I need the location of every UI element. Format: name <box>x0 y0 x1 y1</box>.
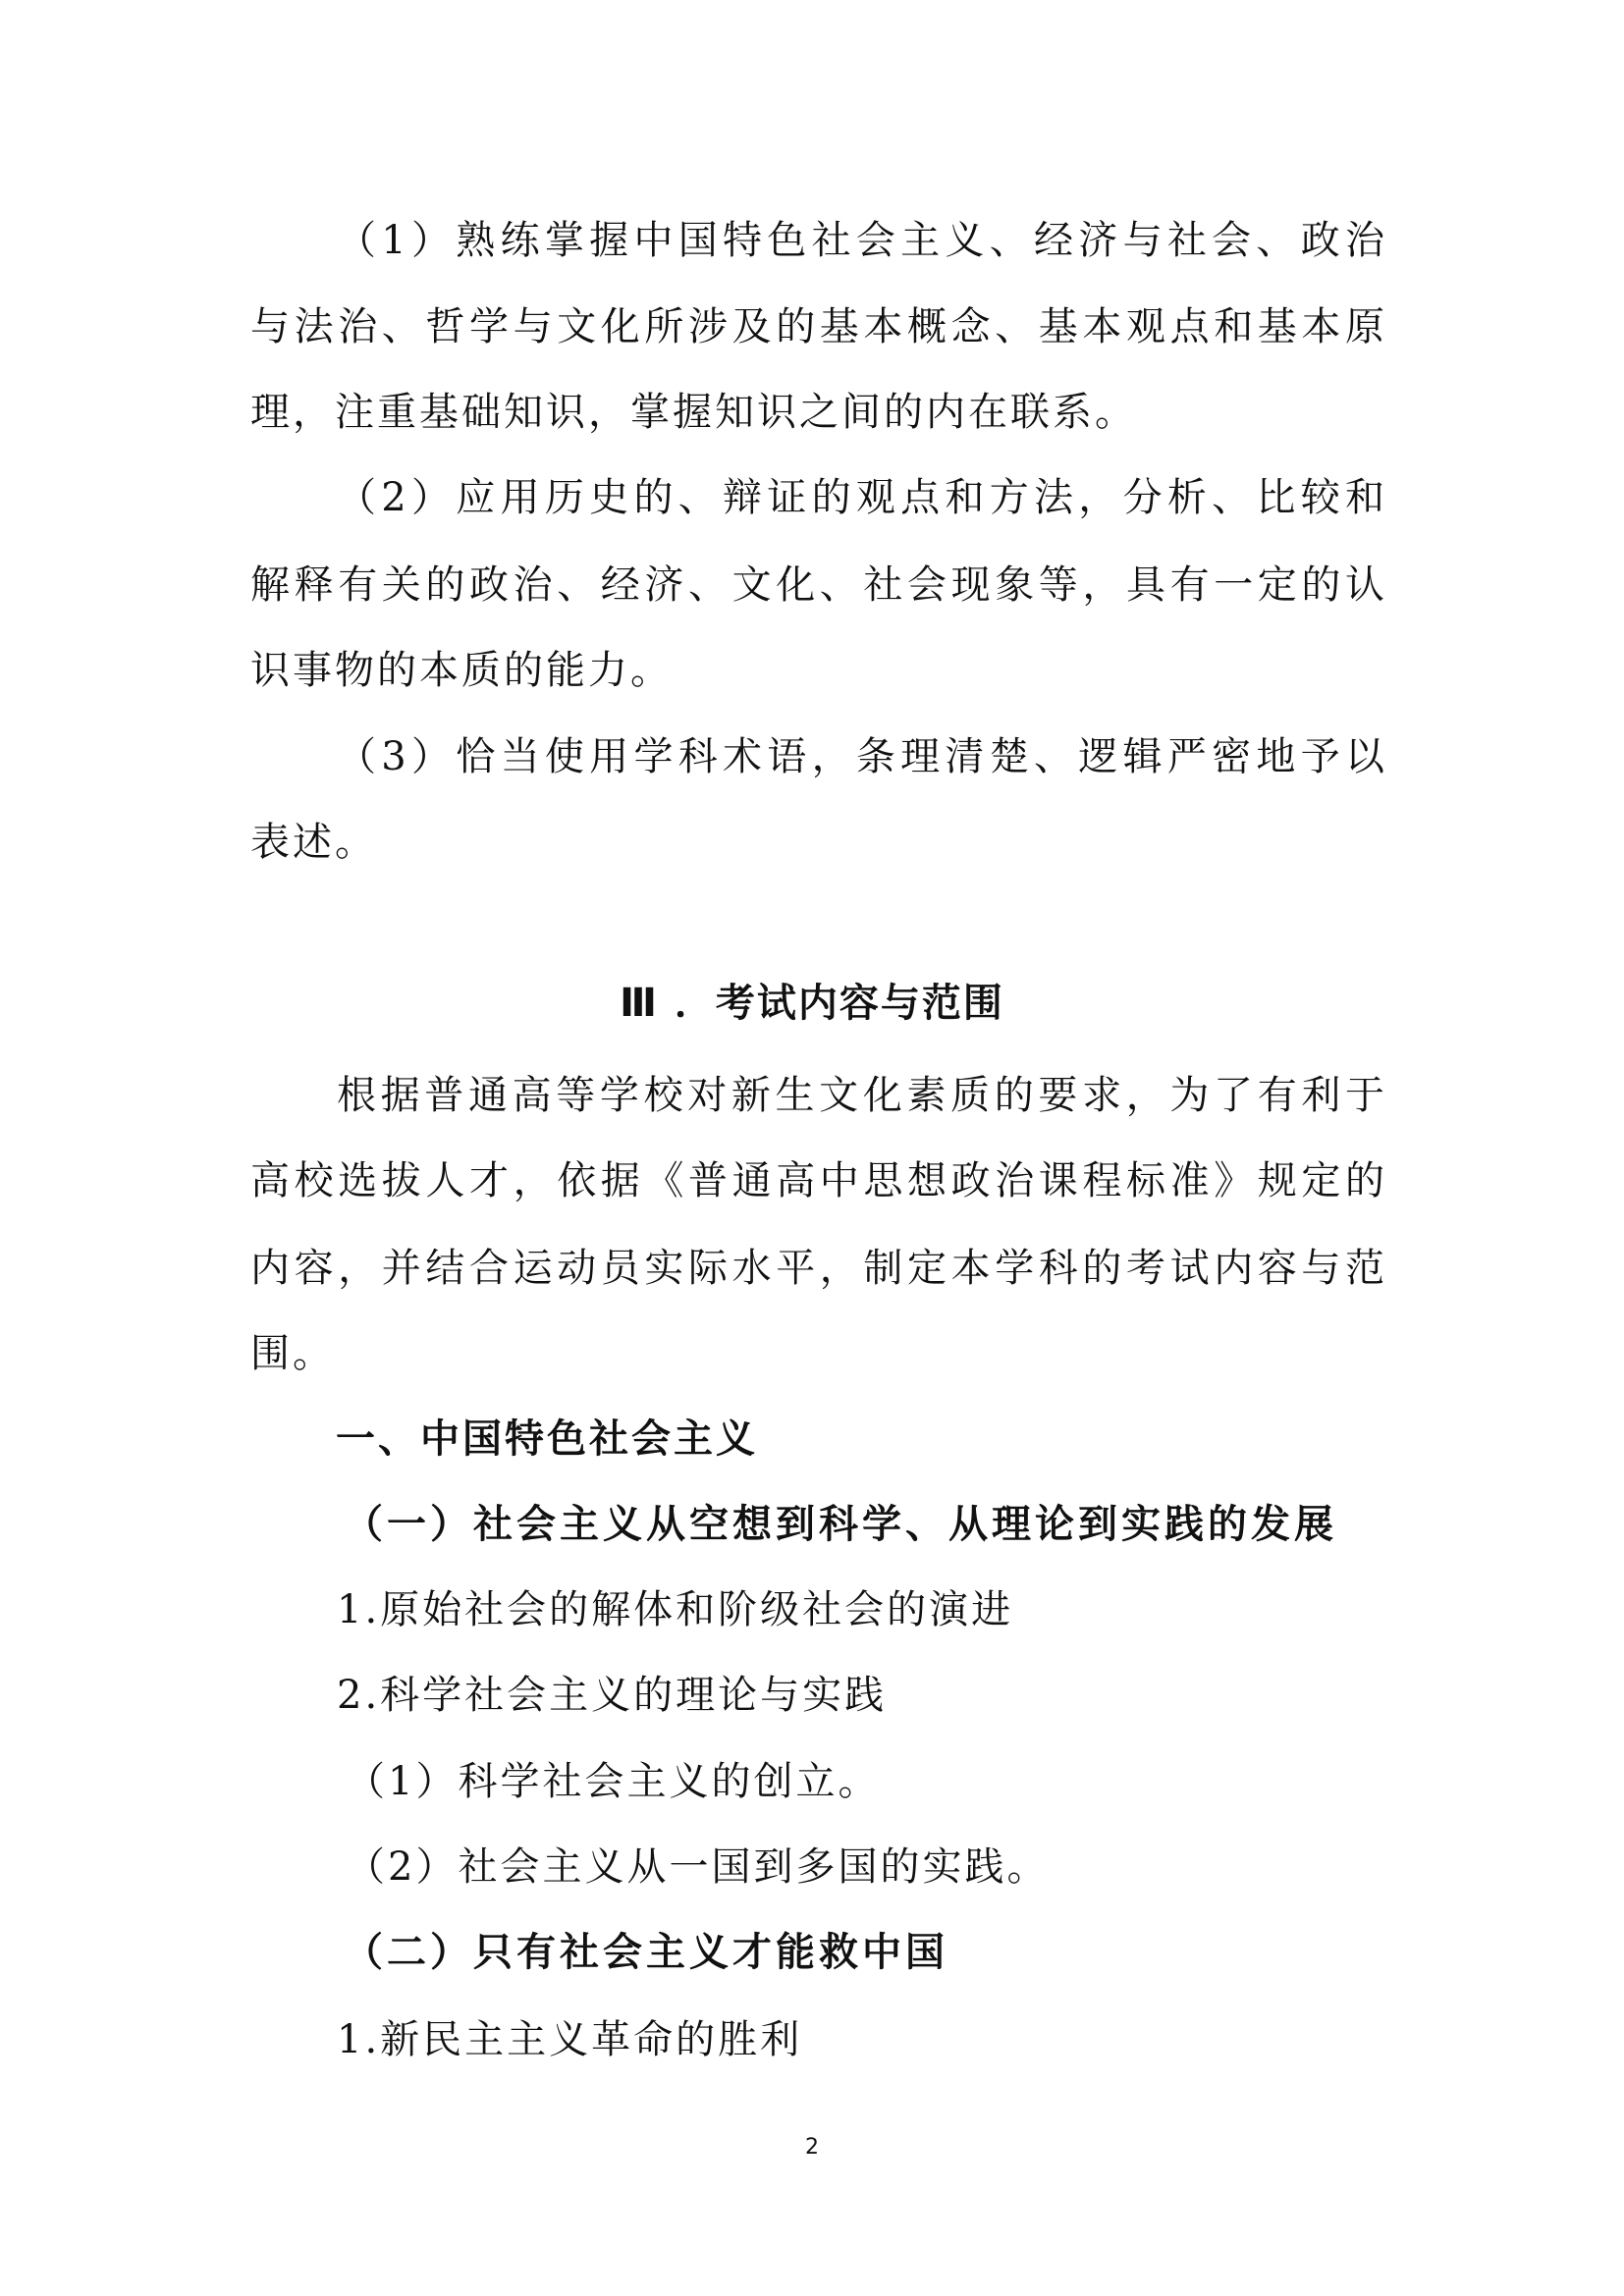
intro-line-1: 根据普通高等学校对新生文化素质的要求，为了有利于 <box>337 1073 1384 1118</box>
chapter-1-subitem-1: （1）科学社会主义的创立。 <box>346 1759 881 1804</box>
objective-1-line-3: 理，注重基础知识，掌握知识之间的内在联系。 <box>250 390 1137 435</box>
page-number: 2 <box>805 2135 819 2160</box>
intro-line-3: 内容，并结合运动员实际水平，制定本学科的考试内容与范 <box>250 1246 1384 1291</box>
section-title: Ⅲ ．考试内容与范围 <box>620 981 1004 1026</box>
objective-2-line-2: 解释有关的政治、经济、文化、社会现象等，具有一定的认 <box>250 562 1384 608</box>
chapter-1-item-1: 1.原始社会的解体和阶级社会的演进 <box>337 1587 1014 1632</box>
chapter-2-title: （二）只有社会主义才能救中国 <box>344 1929 948 1975</box>
part-title: 一、中国特色社会主义 <box>336 1416 758 1462</box>
intro-line-2: 高校选拔人才，依据《普通高中思想政治课程标准》规定的 <box>250 1158 1384 1203</box>
intro-line-4: 围。 <box>250 1331 335 1376</box>
chapter-1-subitem-2: （2）社会主义从一国到多国的实践。 <box>346 1844 1050 1890</box>
objective-3-line-2: 表述。 <box>250 820 377 865</box>
objective-2-line-3: 识事物的本质的能力。 <box>250 648 673 693</box>
objective-3-line-1: （3）恰当使用学科术语，条理清楚、逻辑严密地予以 <box>337 734 1384 779</box>
objective-2-line-1: （2）应用历史的、辩证的观点和方法，分析、比较和 <box>337 475 1384 520</box>
chapter-2-item-1: 1.新民主主义革命的胜利 <box>337 2017 803 2062</box>
objective-1-line-1: （1）熟练掌握中国特色社会主义、经济与社会、政治 <box>337 218 1384 263</box>
chapter-1-item-2: 2.科学社会主义的理论与实践 <box>337 1673 888 1718</box>
chapter-1-title: （一）社会主义从空想到科学、从理论到实践的发展 <box>344 1501 1337 1547</box>
objective-1-line-2: 与法治、哲学与文化所涉及的基本概念、基本观点和基本原 <box>250 304 1384 349</box>
